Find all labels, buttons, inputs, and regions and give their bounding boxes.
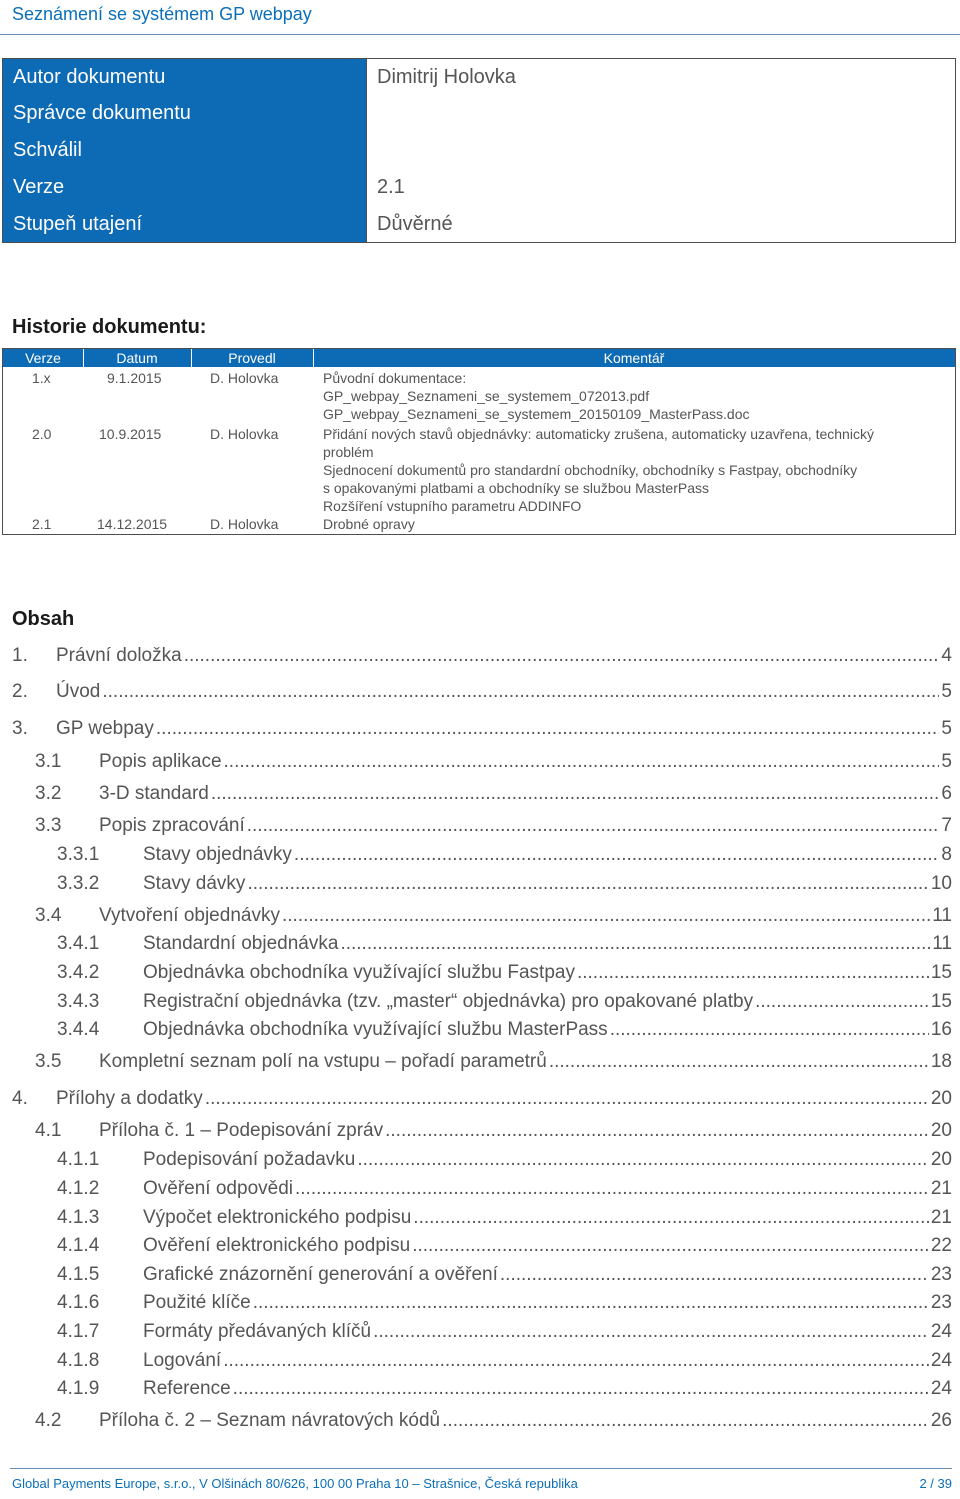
label-classification: Stupeň utajení: [13, 213, 142, 235]
toc-item[interactable]: [57, 1017, 952, 1043]
table-cell: Rozšíření vstupního parametru ADDINFO: [323, 498, 582, 514]
toc-item-page: 23: [930, 1292, 952, 1313]
toc-title: Obsah: [12, 608, 75, 630]
toc-item-title: Kompletní seznam polí na vstupu – pořadí parametrů: [99, 1051, 547, 1072]
toc-item-title: Ověření elektronického podpisu: [143, 1235, 411, 1256]
toc-item[interactable]: [57, 1262, 952, 1288]
toc-item-title: Vytvoření objednávky: [99, 905, 280, 926]
toc-leader-dots: [755, 989, 929, 1015]
toc-leader-dots: [102, 679, 939, 705]
toc-item-title: Úvod: [56, 681, 101, 702]
toc-item[interactable]: [57, 931, 952, 957]
footer-address: Global Payments Europe, s.r.o., V Olšinách 80/626, 100 00 Praha 10 – Strašnice, Česká republika: [12, 1476, 578, 1491]
toc-item-page: 23: [930, 1264, 952, 1285]
toc-leader-dots: [211, 781, 940, 807]
table-cell: 9.1.2015: [107, 370, 162, 386]
toc-item-page: 18: [930, 1051, 952, 1072]
col-date: Datum: [116, 350, 158, 366]
toc-item[interactable]: [35, 1408, 952, 1434]
toc-item-title: Podepisování požadavku: [143, 1149, 356, 1170]
history-table-header: [3, 349, 955, 367]
toc-leader-dots: [295, 1176, 929, 1202]
toc-item-page: 21: [930, 1207, 952, 1228]
toc-item[interactable]: [35, 1118, 952, 1144]
toc-item-title: Objednávka obchodníka využívající službu MasterPass: [143, 1019, 608, 1040]
table-cell: Sjednocení dokumentů pro standardní obchodníky, obchodníky s Fastpay, obchodníky: [323, 462, 858, 478]
toc-item[interactable]: [12, 679, 952, 705]
toc-item-number: 4.1.5: [57, 1264, 100, 1285]
table-cell: 1.x: [32, 370, 51, 386]
value-author: Dimitrij Holovka: [377, 66, 516, 88]
document-info-labels: [3, 59, 365, 242]
toc-item-page: 24: [930, 1350, 952, 1371]
toc-item-page: 20: [930, 1149, 952, 1170]
toc-item-page: 11: [932, 905, 952, 926]
toc-item[interactable]: [57, 1205, 952, 1231]
col-version: Verze: [25, 350, 61, 366]
toc-leader-dots: [412, 1233, 929, 1259]
toc-item[interactable]: [57, 989, 952, 1015]
toc-item-number: 1.: [12, 645, 28, 666]
toc-item-page: 7: [941, 815, 952, 836]
toc-item[interactable]: [57, 1176, 952, 1202]
toc-item-title: Registrační objednávka (tzv. „master“ objednávka) pro opakované platby: [143, 991, 754, 1012]
toc-item-page: 5: [941, 681, 952, 702]
toc-item-page: 4: [941, 645, 952, 666]
toc-item-page: 26: [930, 1410, 952, 1431]
toc-item[interactable]: [57, 1319, 952, 1345]
history-title: Historie dokumentu:: [12, 316, 207, 338]
toc-leader-dots: [224, 749, 940, 775]
table-cell: s opakovanými platbami a obchodníky se službou MasterPass: [323, 480, 709, 496]
toc-item[interactable]: [57, 1290, 952, 1316]
toc-item-title: 3-D standard: [99, 783, 209, 804]
label-author: Autor dokumentu: [13, 66, 166, 88]
toc-item-page: 15: [930, 962, 952, 983]
table-cell: Původní dokumentace:: [323, 370, 467, 386]
toc-leader-dots: [247, 871, 928, 897]
toc-item[interactable]: [12, 643, 952, 669]
toc-item-number: 3.3.1: [57, 844, 100, 865]
toc-item-title: Reference: [143, 1378, 231, 1399]
toc-item-title: Popis aplikace: [99, 751, 222, 772]
toc-leader-dots: [549, 1049, 929, 1075]
toc-leader-dots: [233, 1376, 929, 1402]
toc-item-number: 4.: [12, 1088, 28, 1109]
toc-item-number: 3.4: [35, 905, 62, 926]
toc-item-title: Přílohy a dodatky: [56, 1088, 203, 1109]
toc-item-number: 4.1.1: [57, 1149, 100, 1170]
toc-leader-dots: [247, 813, 940, 839]
table-cell: problém: [323, 444, 374, 460]
toc-leader-dots: [282, 903, 930, 929]
toc-item-title: Výpočet elektronického podpisu: [143, 1207, 412, 1228]
toc-item-number: 4.1.7: [57, 1321, 100, 1342]
toc-item-title: Právní doložka: [56, 645, 182, 666]
toc-leader-dots: [340, 931, 930, 957]
toc-item-number: 3.2: [35, 783, 62, 804]
toc-item[interactable]: [57, 1376, 952, 1402]
toc-item[interactable]: [57, 1147, 952, 1173]
table-cell: 10.9.2015: [99, 426, 162, 442]
toc-item-title: Grafické znázornění generování a ověření: [143, 1264, 498, 1285]
toc-item-number: 3.4.1: [57, 933, 100, 954]
toc-item-number: 4.1.3: [57, 1207, 100, 1228]
toc-item-number: 3.4.4: [57, 1019, 100, 1040]
toc-item-number: 3.3.2: [57, 873, 100, 894]
table-cell: 2.1: [32, 516, 52, 532]
document-header-title: Seznámení se systémem GP webpay: [12, 4, 312, 24]
label-version: Verze: [13, 176, 65, 198]
table-cell: D. Holovka: [210, 426, 279, 442]
toc-leader-dots: [385, 1118, 929, 1144]
toc-item-title: Formáty předávaných klíčů: [143, 1321, 372, 1342]
toc-item-title: Standardní objednávka: [143, 933, 339, 954]
toc-item-title: Stavy objednávky: [143, 844, 292, 865]
toc-item-number: 4.2: [35, 1410, 62, 1431]
toc-item[interactable]: [12, 716, 952, 742]
toc-leader-dots: [442, 1408, 929, 1434]
toc-leader-dots: [223, 1348, 929, 1374]
footer-page-number: 2 / 39: [919, 1476, 952, 1491]
toc-item-title: Logování: [143, 1350, 222, 1371]
toc-item[interactable]: [12, 1086, 952, 1112]
header-divider: [0, 34, 960, 35]
toc-item-number: 3.: [12, 718, 28, 739]
toc-leader-dots: [413, 1205, 929, 1231]
toc-item-number: 4.1.9: [57, 1378, 100, 1399]
table-cell: D. Holovka: [210, 516, 279, 532]
toc-item-number: 3.5: [35, 1051, 62, 1072]
document-info-table: [2, 58, 956, 243]
toc-item-number: 3.3: [35, 815, 62, 836]
toc-item-number: 4.1.2: [57, 1178, 100, 1199]
toc-item[interactable]: [35, 1049, 952, 1075]
toc-item-page: 8: [941, 844, 952, 865]
toc-item[interactable]: [35, 781, 952, 807]
toc-item-title: Stavy dávky: [143, 873, 246, 894]
toc-leader-dots: [253, 1290, 929, 1316]
toc-item-number: 3.1: [35, 751, 62, 772]
toc-item-title: Objednávka obchodníka využívající službu Fastpay: [143, 962, 575, 983]
toc-item-page: 11: [932, 933, 952, 954]
toc-item-number: 2.: [12, 681, 28, 702]
col-comment: Komentář: [603, 350, 665, 366]
table-cell: Přidání nových stavů objednávky: automaticky zrušena, automaticky uzavřena, technický: [323, 426, 874, 442]
toc-item-page: 5: [941, 718, 952, 739]
toc-item-page: 21: [930, 1178, 952, 1199]
toc-item[interactable]: [57, 842, 952, 868]
toc-leader-dots: [577, 960, 929, 986]
toc-item[interactable]: [57, 871, 952, 897]
footer-divider: [10, 1468, 952, 1469]
table-cell: GP_webpay_Seznameni_se_systemem_20150109_MasterPass.doc: [323, 406, 750, 422]
toc-item-title: Příloha č. 2 – Seznam návratových kódů: [99, 1410, 441, 1431]
table-cell: 2.0: [32, 426, 52, 442]
toc-item-page: 24: [930, 1321, 952, 1342]
toc-item-page: 6: [941, 783, 952, 804]
toc-item-page: 24: [930, 1378, 952, 1399]
toc-item-number: 4.1.4: [57, 1235, 100, 1256]
toc-item-page: 16: [930, 1019, 952, 1040]
toc-item-title: GP webpay: [56, 718, 154, 739]
toc-item[interactable]: [35, 749, 952, 775]
toc-item-title: Použité klíče: [143, 1292, 251, 1313]
table-cell: Drobné opravy: [323, 516, 415, 532]
toc-item[interactable]: [57, 960, 952, 986]
value-classification: Důvěrné: [377, 213, 453, 235]
col-author: Provedl: [228, 350, 276, 366]
toc-item-title: Ověření odpovědi: [143, 1178, 293, 1199]
toc-item-page: 5: [941, 751, 952, 772]
toc-item-number: 3.4.2: [57, 962, 100, 983]
toc-leader-dots: [610, 1017, 929, 1043]
label-approved: Schválil: [13, 139, 82, 161]
document-info-values: [366, 59, 955, 242]
toc-item[interactable]: [57, 1348, 952, 1374]
toc-leader-dots: [294, 842, 940, 868]
toc-item-page: 15: [930, 991, 952, 1012]
table-cell: 14.12.2015: [97, 516, 168, 532]
toc-item[interactable]: [35, 903, 952, 929]
toc-leader-dots: [357, 1147, 929, 1173]
toc-item-title: Popis zpracování: [99, 815, 245, 836]
toc-item-number: 4.1.6: [57, 1292, 100, 1313]
toc-item-page: 10: [930, 873, 952, 894]
toc-item-number: 4.1: [35, 1120, 62, 1141]
toc-leader-dots: [156, 716, 940, 742]
label-manager: Správce dokumentu: [13, 102, 191, 124]
toc-item-page: 22: [930, 1235, 952, 1256]
toc-item-number: 3.4.3: [57, 991, 100, 1012]
toc-leader-dots: [184, 643, 940, 669]
toc-leader-dots: [500, 1262, 929, 1288]
value-version: 2.1: [377, 176, 405, 198]
table-cell: D. Holovka: [210, 370, 279, 386]
toc-item[interactable]: [35, 813, 952, 839]
toc-item-title: Příloha č. 1 – Podepisování zpráv: [99, 1120, 384, 1141]
toc-item[interactable]: [57, 1233, 952, 1259]
toc-leader-dots: [373, 1319, 929, 1345]
history-table: [2, 348, 956, 535]
table-cell: GP_webpay_Seznameni_se_systemem_072013.pdf: [323, 388, 650, 404]
toc-leader-dots: [205, 1086, 929, 1112]
toc-item-number: 4.1.8: [57, 1350, 100, 1371]
toc-item-page: 20: [930, 1120, 952, 1141]
toc-item-page: 20: [930, 1088, 952, 1109]
